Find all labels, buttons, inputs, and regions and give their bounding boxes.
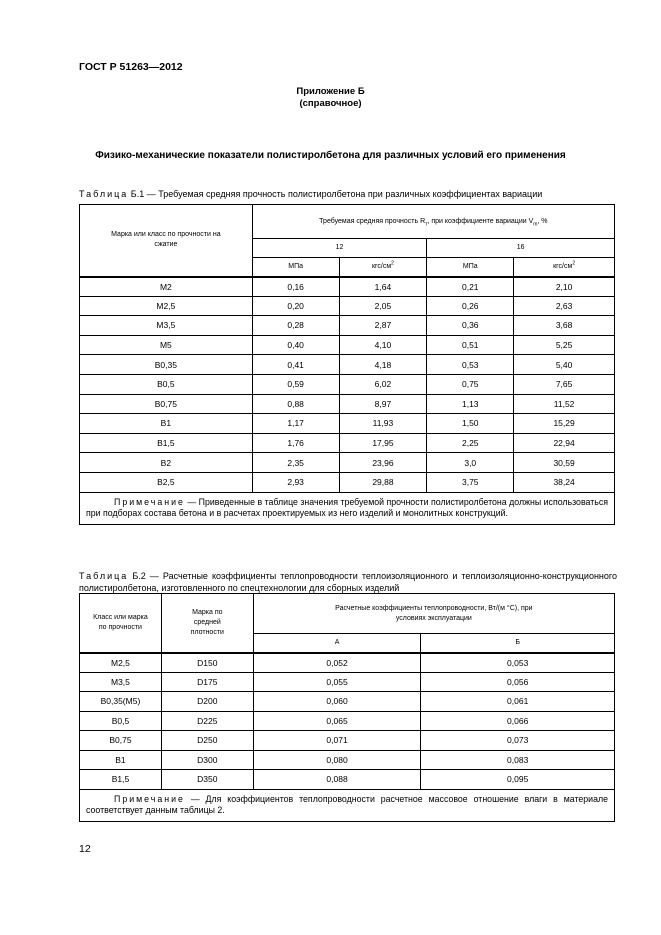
table1-cell: 30,59 [514,453,615,473]
table1-header-grade: Марка или класс по прочности на сжатие [80,205,253,277]
table1-header-coef-16: 16 [427,239,615,258]
table2-cell: 0,061 [421,692,615,712]
table1-cell: В2,5 [80,472,253,492]
table1-cell: 2,05 [339,296,427,316]
table1-cell: 4,18 [339,355,427,375]
table2-cell: 0,056 [421,672,615,692]
table1-header-unit-mpa: МПа [427,258,514,277]
table-thermal-conductivity [79,593,615,822]
table1-cell: 15,29 [514,414,615,434]
table2-cell: 0,083 [421,750,615,770]
table1-cell: М5 [80,335,253,355]
table1-header-unit-kgf: кгс/$см^2$ [514,258,615,277]
table-row [80,355,615,375]
table1-cell: 0,88 [252,394,339,414]
table1-cell: 3,75 [427,472,514,492]
table2-cell: 0,080 [253,750,421,770]
appendix-type: (справочное) [299,98,362,109]
table1-cell: 6,02 [339,374,427,394]
table2-cell: 0,053 [421,653,615,673]
table1-cell: 11,93 [339,414,427,434]
table1-cell: 1,76 [252,433,339,453]
table1-caption [79,189,619,201]
table2-cell: М2,5 [80,653,162,673]
table1-cell: 8,97 [339,394,427,414]
table2-cell: D350 [161,770,253,790]
table1-cell: В2 [80,453,253,473]
table1-note-label: Примечание [114,496,185,507]
table1-cell: 0,20 [252,296,339,316]
table2-cell: В1 [80,750,162,770]
table2-cell: 0,071 [253,731,421,751]
table1-cell: 0,41 [252,355,339,375]
table-row [80,374,615,394]
table1-cell: 0,36 [427,316,514,336]
table2-header-coef: Расчетные коэффициенты теплопроводности, Вт/(м °С), при условиях эксплуатации [253,594,614,634]
appendix-label: Приложение Б [296,86,365,97]
table1-cell: 2,25 [427,433,514,453]
table1-cell: 0,53 [427,355,514,375]
table2-header-cond-b: Б [421,634,615,653]
table2-cell: 0,052 [253,653,421,673]
table1-note [80,492,615,524]
table2-cell: 0,060 [253,692,421,712]
table-row [80,335,615,355]
table-row [80,692,615,712]
table1-cell: В0,75 [80,394,253,414]
table-row [80,731,615,751]
table-row [80,472,615,492]
table-row [80,433,615,453]
table-row [80,750,615,770]
table2-cell: D150 [161,653,253,673]
table1-header-coef-12: 12 [252,239,427,258]
table2-caption-text: Б.2 — Расчетные коэффициенты теплопроводности теплоизоляционного и теплоизоляционно-конструкционного полистиролбетона, изготовленного по спецтехнологии для сборных изделий [79,571,617,593]
table-row [80,711,615,731]
section-heading: Физико-механические показатели полистиролбетона для различных условий его применения [95,150,566,161]
table1-cell: М2,5 [80,296,253,316]
table2-cell: 0,095 [421,770,615,790]
table2-caption [79,571,617,594]
table1-cell: 7,65 [514,374,615,394]
table1-cell: М3,5 [80,316,253,336]
table2-header-density: Марка по средней плотности [161,594,253,653]
table-row [80,453,615,473]
table-row [80,770,615,790]
table2-header-class: Класс или марка по прочности [80,594,162,653]
table1-cell: 0,51 [427,335,514,355]
table2-cell: D200 [161,692,253,712]
table1-cell: В0,35 [80,355,253,375]
table1-cell: 1,13 [427,394,514,414]
table1-caption-label: Таблица [79,189,129,199]
table1-cell: В1 [80,414,253,434]
table-row [80,316,615,336]
table1-cell: 0,16 [252,277,339,297]
table1-cell: 11,52 [514,394,615,414]
page-number: 12 [79,843,91,855]
table2-cell: D300 [161,750,253,770]
table1-cell: 0,28 [252,316,339,336]
table1-cell: 17,95 [339,433,427,453]
table1-note-text: — Приведенные в таблице значения требуемой прочности полистиролбетона должны использоваться при подборах состава бетона и в расчетах проектируемых из него изделий и монолитных конструкций. [86,496,608,519]
table1-cell: 2,63 [514,296,615,316]
table2-cell: 0,066 [421,711,615,731]
table1-cell: 0,21 [427,277,514,297]
table1-cell: 2,35 [252,453,339,473]
table1-cell: 29,88 [339,472,427,492]
table-required-strength [79,204,615,525]
table1-header-required: Требуемая средняя прочность $R_т$, при коэффициенте вариации $V_m$, % [252,205,614,239]
document-code: ГОСТ Р 51263—2012 [79,61,183,73]
table1-cell: 0,26 [427,296,514,316]
table2-cell: В0,5 [80,711,162,731]
table1-cell: 2,10 [514,277,615,297]
table1-cell: 4,10 [339,335,427,355]
table1-cell: В0,5 [80,374,253,394]
table2-cell: 0,073 [421,731,615,751]
table1-cell: 5,40 [514,355,615,375]
table2-cell: D175 [161,672,253,692]
table1-cell: 0,40 [252,335,339,355]
table1-cell: 1,17 [252,414,339,434]
table1-cell: 0,59 [252,374,339,394]
table2-cell: В1,5 [80,770,162,790]
table2-cell: D225 [161,711,253,731]
table1-cell: В1,5 [80,433,253,453]
table-row [80,394,615,414]
table2-header-cond-a: А [253,634,421,653]
table1-header-unit-mpa: МПа [252,258,339,277]
table-row [80,653,615,673]
table2-note [80,789,615,821]
table1-cell: 2,87 [339,316,427,336]
table2-cell: В0,75 [80,731,162,751]
table1-cell: 3,0 [427,453,514,473]
table1-header-unit-kgf: кгс/$см^2$ [339,258,427,277]
table1-cell: 23,96 [339,453,427,473]
table2-caption-label: Таблица [79,571,129,581]
table2-cell: 0,055 [253,672,421,692]
table-row [80,277,615,297]
table1-cell: М2 [80,277,253,297]
table1-cell: 38,24 [514,472,615,492]
table1-cell: 1,50 [427,414,514,434]
table2-note-label: Примечание [114,793,185,804]
table-row [80,296,615,316]
table1-cell: 22,94 [514,433,615,453]
appendix-title [0,86,661,110]
table2-cell: D250 [161,731,253,751]
table1-cell: 0,75 [427,374,514,394]
table2-cell: М3,5 [80,672,162,692]
table-row [80,414,615,434]
table-row [80,672,615,692]
table1-cell: 3,68 [514,316,615,336]
table2-cell: 0,088 [253,770,421,790]
table2-cell: 0,065 [253,711,421,731]
table2-note-text: — Для коэффициентов теплопроводности расчетное массовое отношение влаги в материале соответствует данным таблицы 2. [86,793,608,815]
table2-cell: В0,35(М5) [80,692,162,712]
table1-cell: 1,64 [339,277,427,297]
table1-cell: 2,93 [252,472,339,492]
table1-caption-text: Б.1 — Требуемая средняя прочность полистиролбетона при различных коэффициентах вариации [128,189,543,199]
table1-cell: 5,25 [514,335,615,355]
